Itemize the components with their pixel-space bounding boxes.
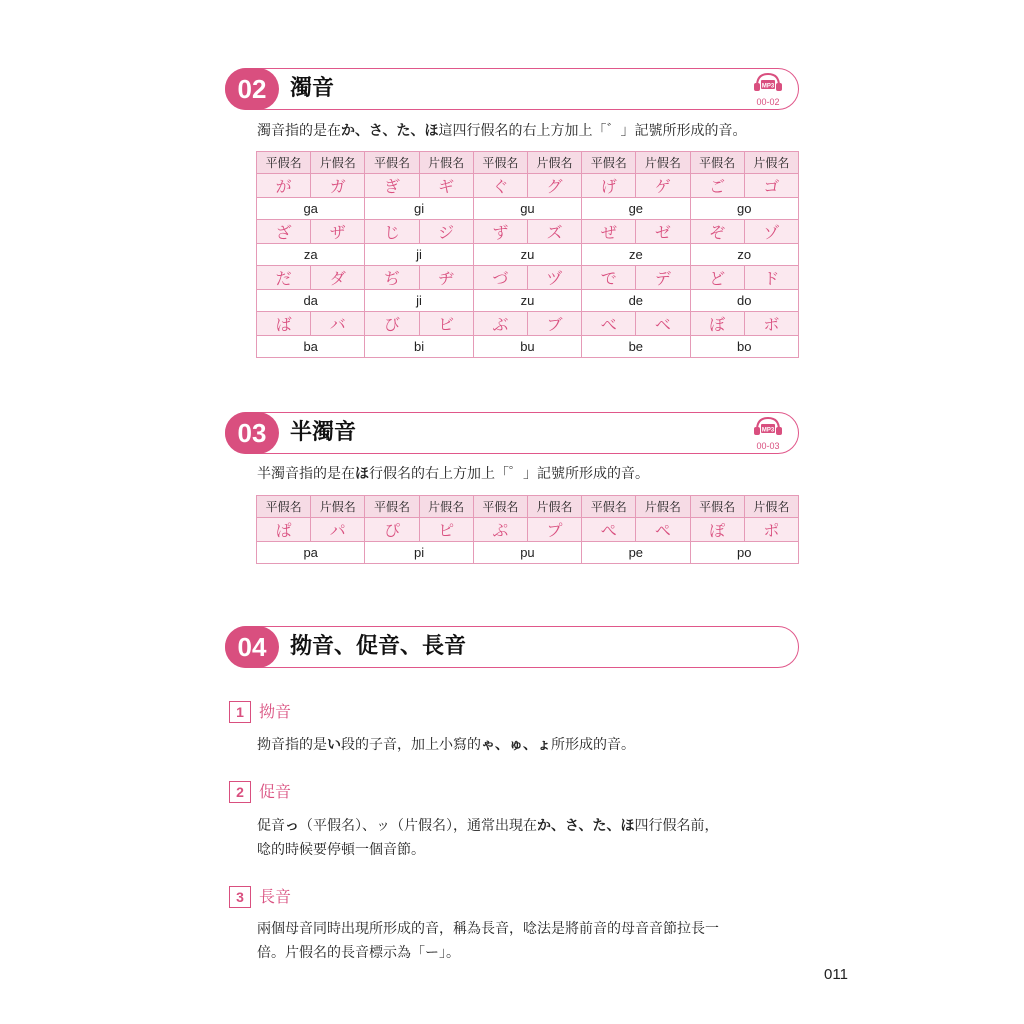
section-header-02 (225, 68, 799, 110)
body-text: 促音 (257, 818, 285, 834)
headphones-icon (752, 416, 784, 436)
body-text: 兩個母音同時出現所形成的音，稱為長音，唸法是將前音的母音音節拉長一 (257, 921, 719, 937)
kana-cell: プ (527, 518, 581, 542)
subsection-title: 拗音 (259, 702, 292, 721)
romaji-cell: po (690, 542, 799, 564)
romaji-cell: ze (582, 244, 690, 266)
kana-cell: ビ (419, 312, 473, 336)
kana-cell: ゴ (744, 174, 798, 198)
romaji-cell: go (690, 198, 799, 220)
kana-cell: パ (311, 518, 365, 542)
table-header-cell: 平假名 (582, 152, 636, 174)
kana-row (257, 174, 799, 198)
kana-cell: ペ (636, 518, 690, 542)
kana-cell: べ (582, 312, 636, 336)
section-title: 拗音、促音、長音 (290, 634, 467, 659)
mp3-audio-button[interactable] (748, 416, 788, 450)
romaji-cell: bu (473, 336, 581, 358)
kana-cell: ポ (744, 518, 798, 542)
kana-cell: ご (690, 174, 744, 198)
romaji-cell: pa (257, 542, 365, 564)
table-header-cell: 平假名 (473, 152, 527, 174)
romaji-cell: bo (690, 336, 799, 358)
handakuon-table (256, 495, 799, 564)
kana-cell: ヂ (419, 266, 473, 290)
romaji-row (257, 290, 799, 312)
romaji-cell: ji (365, 244, 473, 266)
kana-cell: ボ (744, 312, 798, 336)
table-header-cell: 平假名 (473, 496, 527, 518)
svg-text:MP3: MP3 (761, 427, 775, 434)
section-title: 濁音 (290, 76, 335, 101)
subsection-text-line (257, 815, 718, 835)
section-number: 02 (225, 68, 279, 110)
body-text: 段的子音，加上小寫的 (341, 737, 481, 753)
section-number: 03 (225, 412, 279, 454)
romaji-cell: ge (582, 198, 690, 220)
romaji-cell: pu (473, 542, 581, 564)
desc-bold: ほ (355, 466, 369, 482)
body-text: 拗音指的是 (257, 737, 327, 753)
section-number: 04 (225, 626, 279, 668)
headphones-icon (752, 72, 784, 92)
subsection-title: 長音 (259, 887, 292, 906)
section-description-03 (257, 463, 649, 483)
table-header-cell: 片假名 (419, 152, 473, 174)
table-header-cell: 片假名 (636, 152, 690, 174)
body-bold: い (327, 737, 341, 753)
kana-cell: ず (473, 220, 527, 244)
romaji-cell: zo (690, 244, 799, 266)
kana-cell: じ (365, 220, 419, 244)
kana-cell: ゲ (636, 174, 690, 198)
kana-cell: げ (582, 174, 636, 198)
kana-cell: ピ (419, 518, 473, 542)
kana-cell: ぢ (365, 266, 419, 290)
kana-cell: ぼ (690, 312, 744, 336)
desc-text: 行假名的右上方加上「゜」記號所形成的音。 (369, 466, 649, 482)
kana-cell: が (257, 174, 311, 198)
kana-cell: ぐ (473, 174, 527, 198)
romaji-cell: zu (473, 244, 581, 266)
table-header-cell: 平假名 (257, 496, 311, 518)
kana-cell: ざ (257, 220, 311, 244)
body-text: 唸的時候要停頓一個音節。 (257, 842, 425, 858)
romaji-cell: zu (473, 290, 581, 312)
romaji-cell: da (257, 290, 365, 312)
mp3-track-label: 00-02 (756, 97, 780, 107)
subsection-number: 2 (229, 781, 251, 803)
page-number: 011 (824, 966, 848, 983)
kana-cell: ザ (311, 220, 365, 244)
romaji-row (257, 336, 799, 358)
subsection-text-line (257, 942, 460, 962)
romaji-cell: ji (365, 290, 473, 312)
kana-cell: ゼ (636, 220, 690, 244)
kana-cell: ダ (311, 266, 365, 290)
romaji-cell: za (257, 244, 365, 266)
table-header-cell: 片假名 (527, 152, 581, 174)
kana-cell: ゾ (744, 220, 798, 244)
body-bold: っ (285, 818, 299, 834)
kana-row (257, 312, 799, 336)
body-text: 所形成的音。 (551, 737, 635, 753)
section-header-03 (225, 412, 799, 454)
kana-cell: グ (527, 174, 581, 198)
kana-row (257, 266, 799, 290)
body-text: （平假名）、ッ（片假名），通常出現在 (299, 818, 537, 834)
body-bold: ゃ、ゅ、ょ (481, 737, 551, 753)
subsection-text-line (257, 918, 719, 938)
subsection-number: 3 (229, 886, 251, 908)
kana-cell: び (365, 312, 419, 336)
body-text: 倍。片假名的長音標示為「ー」。 (257, 945, 460, 961)
table-header-cell: 片假名 (744, 496, 798, 518)
kana-cell: ジ (419, 220, 473, 244)
romaji-cell: be (582, 336, 690, 358)
mp3-track-label: 00-03 (756, 441, 780, 451)
dakuon-table (256, 151, 799, 358)
kana-cell: だ (257, 266, 311, 290)
section-header-04 (225, 626, 799, 668)
body-bold: か、さ、た、ほ (537, 818, 635, 834)
romaji-cell: ga (257, 198, 365, 220)
table-header-cell: 片假名 (744, 152, 798, 174)
table-header-cell: 平假名 (257, 152, 311, 174)
table-header-cell: 平假名 (690, 496, 744, 518)
desc-text: 半濁音指的是在 (257, 466, 355, 482)
romaji-cell: de (582, 290, 690, 312)
romaji-row (257, 542, 799, 564)
romaji-row (257, 198, 799, 220)
kana-row (257, 220, 799, 244)
kana-cell: ド (744, 266, 798, 290)
table-header-cell: 片假名 (419, 496, 473, 518)
romaji-cell: gu (473, 198, 581, 220)
kana-cell: ぶ (473, 312, 527, 336)
desc-text: 濁音指的是在 (257, 123, 341, 139)
kana-cell: ば (257, 312, 311, 336)
section-description-02 (257, 120, 746, 140)
table-header-cell: 平假名 (365, 152, 419, 174)
romaji-cell: pi (365, 542, 473, 564)
romaji-cell: gi (365, 198, 473, 220)
kana-cell: ズ (527, 220, 581, 244)
kana-cell: ぽ (690, 518, 744, 542)
kana-cell: ど (690, 266, 744, 290)
kana-cell: ぱ (257, 518, 311, 542)
table-header-cell: 片假名 (527, 496, 581, 518)
desc-bold: か、さ、た、ほ (341, 123, 439, 139)
kana-cell: ぞ (690, 220, 744, 244)
romaji-row (257, 244, 799, 266)
subsection-text-line (257, 839, 425, 859)
kana-cell: デ (636, 266, 690, 290)
table-header-cell: 平假名 (365, 496, 419, 518)
body-text: 四行假名前， (634, 818, 719, 834)
table-header-cell: 片假名 (311, 152, 365, 174)
kana-cell: ぺ (582, 518, 636, 542)
subsection-number: 1 (229, 701, 251, 723)
table-header-cell: 平假名 (582, 496, 636, 518)
kana-cell: ブ (527, 312, 581, 336)
desc-text: 這四行假名的右上方加上「゛」記號所形成的音。 (438, 123, 747, 139)
romaji-cell: do (690, 290, 799, 312)
kana-cell: ベ (636, 312, 690, 336)
section-title: 半濁音 (290, 420, 357, 445)
kana-cell: ギ (419, 174, 473, 198)
kana-row (257, 518, 799, 542)
kana-cell: バ (311, 312, 365, 336)
romaji-cell: ba (257, 336, 365, 358)
kana-cell: ぎ (365, 174, 419, 198)
kana-cell: づ (473, 266, 527, 290)
kana-cell: ヅ (527, 266, 581, 290)
romaji-cell: pe (582, 542, 690, 564)
subsection-title: 促音 (259, 782, 292, 801)
table-header-row (257, 152, 799, 174)
svg-text:MP3: MP3 (761, 83, 775, 90)
kana-cell: ぜ (582, 220, 636, 244)
kana-cell: ぴ (365, 518, 419, 542)
kana-cell: ガ (311, 174, 365, 198)
romaji-cell: bi (365, 336, 473, 358)
mp3-audio-button[interactable] (748, 72, 788, 106)
kana-cell: で (582, 266, 636, 290)
table-header-cell: 平假名 (690, 152, 744, 174)
table-header-row (257, 496, 799, 518)
table-header-cell: 片假名 (311, 496, 365, 518)
table-header-cell: 片假名 (636, 496, 690, 518)
kana-cell: ぷ (473, 518, 527, 542)
subsection-text-line (257, 734, 635, 754)
